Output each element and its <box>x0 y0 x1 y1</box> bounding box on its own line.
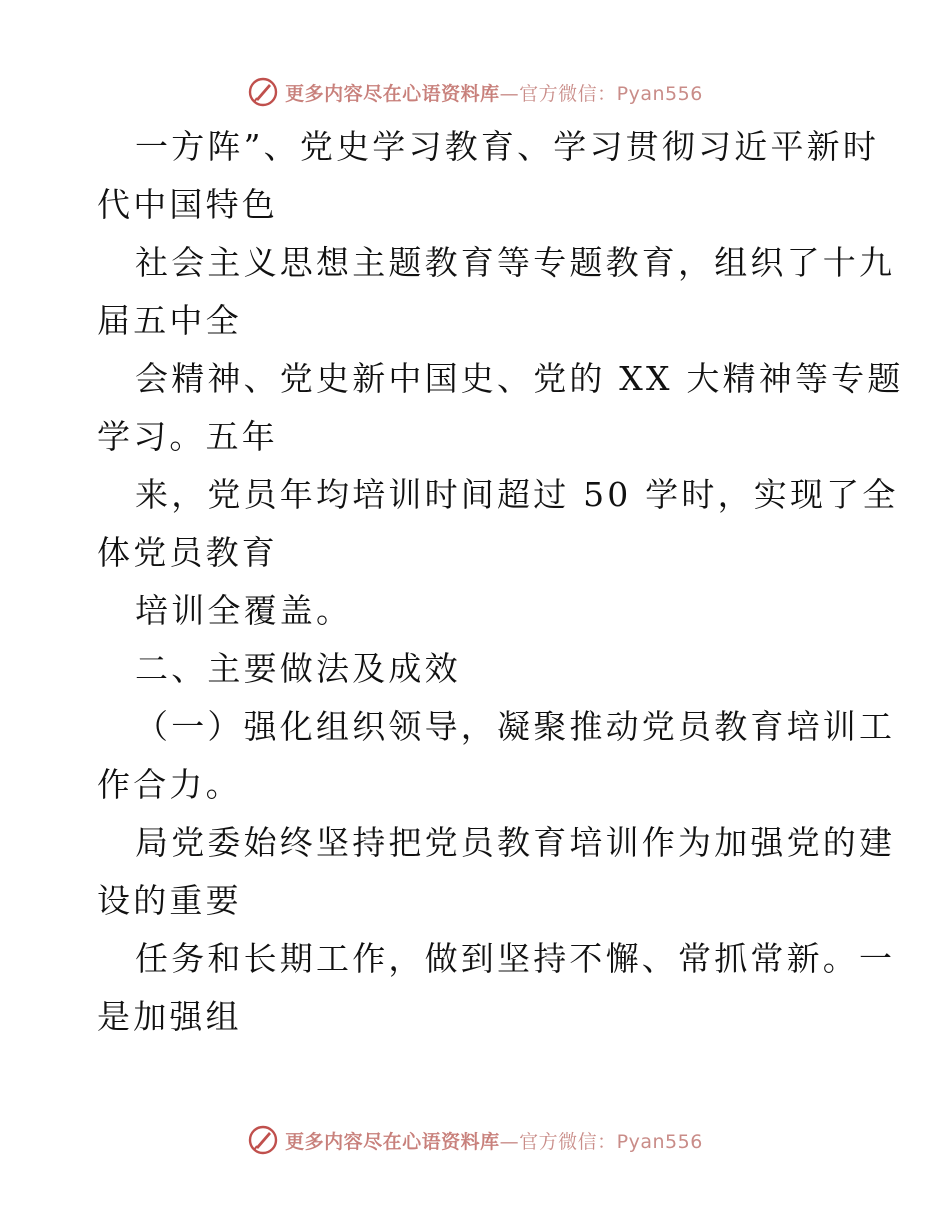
body-line: （一）强化组织领导，凝聚推动党员教育培训工 <box>135 707 896 746</box>
body-line: 会精神、党史新中国史、党的 XX 大精神等专题 <box>135 359 904 398</box>
body-line: 体党员教育 <box>97 533 278 572</box>
watermark-separator: — <box>499 82 520 105</box>
header-watermark <box>0 70 950 114</box>
body-line: 来，党员年均培训时间超过 50 学时，实现了全 <box>135 475 899 514</box>
body-line: 二、主要做法及成效 <box>135 649 461 688</box>
quill-pen-logo-icon <box>247 1124 279 1156</box>
watermark-separator: — <box>499 1130 520 1153</box>
watermark-site: 更多内容尽在心语资料库 <box>285 82 500 105</box>
footer-watermark <box>0 1118 950 1162</box>
body-line: 社会主义思想主题教育等专题教育，组织了十九 <box>135 243 896 282</box>
watermark-site: 更多内容尽在心语资料库 <box>285 1130 500 1153</box>
body-line: 学习。五年 <box>97 417 278 456</box>
body-line: 一方阵”、党史学习教育、学习贯彻习近平新时 <box>135 127 880 166</box>
quill-pen-logo-icon <box>247 76 279 108</box>
body-line: 是加强组 <box>97 997 242 1036</box>
body-line: 局党委始终坚持把党员教育培训作为加强党的建 <box>135 823 896 862</box>
body-line: 培训全覆盖。 <box>135 591 353 630</box>
watermark-contact: 官方微信：Pyan556 <box>519 82 703 105</box>
body-line: 任务和长期工作，做到坚持不懈、常抓常新。一 <box>135 939 896 978</box>
body-line: 届五中全 <box>97 301 242 340</box>
watermark-contact: 官方微信：Pyan556 <box>519 1130 703 1153</box>
document-body <box>97 118 904 1046</box>
body-line: 设的重要 <box>97 881 242 920</box>
body-line: 作合力。 <box>97 765 242 804</box>
body-line: 代中国特色 <box>97 185 278 224</box>
